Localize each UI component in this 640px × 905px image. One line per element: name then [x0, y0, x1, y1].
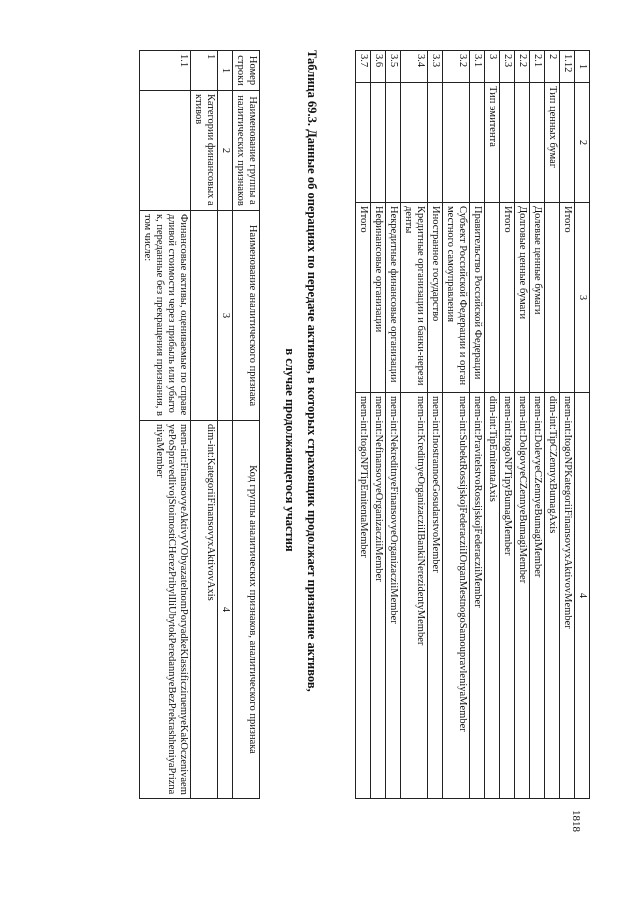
code-cell: mem-int:InostrannoeGosudarstvoMember: [428, 393, 443, 799]
table1-header-col3: 3: [575, 203, 590, 393]
row-number-cell: 2.3: [500, 51, 515, 83]
table-caption: [282, 50, 320, 850]
code-cell: mem-int:KreditnyeOrganizacziiIBankiNerezidentyMember: [401, 393, 428, 799]
table1-header-col1: 1: [575, 51, 590, 83]
row-number-cell: 3.1: [470, 51, 485, 83]
feature-name-cell: Итого: [560, 203, 575, 393]
feature-name-cell: Иностранное государство: [428, 203, 443, 393]
code-cell: mem-int:PravitelstvoRossijskojFederacziiMember: [470, 393, 485, 799]
table2-colnum-4: 4: [218, 421, 233, 799]
row-number-cell: 1: [191, 51, 218, 91]
row-number-cell: 3.3: [428, 51, 443, 83]
code-cell: dim-int:TipCZennyxBumagAxis: [545, 393, 560, 799]
group-name-cell: [560, 83, 575, 203]
group-name-cell: [530, 83, 545, 203]
table-row: [428, 51, 443, 799]
table-row: [560, 51, 575, 799]
group-name-cell: [401, 83, 428, 203]
table2-header-feature-name: Наименование аналитического признака: [233, 211, 260, 421]
code-cell: mem-int:NefinansovyeOrganizacziiMember: [371, 393, 386, 799]
table2-header-code: Код группы аналитических признаков, аналитического признака: [233, 421, 260, 799]
table2-header-number: Номер строки: [233, 51, 260, 91]
table-row: [371, 51, 386, 799]
code-cell: mem-int:NekreditnyeFinansovyeOrganizacziiMember: [386, 393, 401, 799]
feature-name-cell: [545, 203, 560, 393]
feature-name-cell: Долевые ценные бумаги: [530, 203, 545, 393]
table1-header-col2: 2: [575, 83, 590, 203]
row-number-cell: 2.2: [515, 51, 530, 83]
feature-name-cell: Финансовые активы, оцениваемые по справедливой стоимости через прибыль или убыток, переданные без прекращения признания, в том числе:: [140, 211, 191, 421]
code-cell: mem-int:DolevyeCZennyeBumagiMember: [530, 393, 545, 799]
table-row: [485, 51, 500, 799]
table2-header-group-name: Наименование группы аналитических признаков: [233, 91, 260, 211]
feature-name-cell: Итого: [356, 203, 371, 393]
table-row: [356, 51, 371, 799]
group-name-cell: Тип эмитента: [485, 83, 500, 203]
group-name-cell: [371, 83, 386, 203]
group-name-cell: [470, 83, 485, 203]
table-row: [443, 51, 470, 799]
table-row: [191, 51, 218, 799]
table-row: [386, 51, 401, 799]
code-cell: mem-int:FinansovyeAktivyVObyazatelnomPoryadkeKlassificziruemyeKakOczenivaemyePoSpravedlivojStoimostiCHerezPribylIliUbytokPeredannyeBezPrekrashheniyaPriznaniyaMember: [140, 421, 191, 799]
code-cell: mem-int:ItogoNPTipyBumagMember: [500, 393, 515, 799]
table-row: [470, 51, 485, 799]
row-number-cell: 3.7: [356, 51, 371, 83]
feature-name-cell: Некредитные финансовые организации: [386, 203, 401, 393]
group-name-cell: [386, 83, 401, 203]
rotated-content: [100, 50, 590, 860]
group-name-cell: Тип ценных бумаг: [545, 83, 560, 203]
page-number: 1818: [570, 810, 582, 832]
caption-line1: Таблица 69.3. Данные об операциях по передаче активов, в которых страховщик продолжает признание активов,: [305, 50, 319, 692]
feature-name-cell: Правительство Российской Федерации: [470, 203, 485, 393]
table-row: [140, 51, 191, 799]
row-number-cell: 1.1: [140, 51, 191, 91]
row-number-cell: 1.12: [560, 51, 575, 83]
row-number-cell: 3.4: [401, 51, 428, 83]
code-cell: mem-int:DolgovyeCZennyeBumagiMember: [515, 393, 530, 799]
row-number-cell: 3.6: [371, 51, 386, 83]
group-name-cell: [356, 83, 371, 203]
code-cell: dim-int:KategoriiFinansovyxAktivovAxis: [191, 421, 218, 799]
row-number-cell: 2.1: [530, 51, 545, 83]
table1-header-col4: 4: [575, 393, 590, 799]
row-number-cell: 3.5: [386, 51, 401, 83]
row-number-cell: 2: [545, 51, 560, 83]
group-name-cell: [428, 83, 443, 203]
feature-name-cell: [191, 211, 218, 421]
table2-body: [140, 51, 218, 799]
code-cell: mem-int:ItogoNPTipEmitentaMember: [356, 393, 371, 799]
feature-name-cell: Кредитные организации и банки-нерезиденты: [401, 203, 428, 393]
caption-line2: в случае продолжающегося участия: [283, 348, 297, 552]
code-cell: dim-int:TipEmitentaAxis: [485, 393, 500, 799]
group-name-cell: [443, 83, 470, 203]
transfer-operations-table: [139, 50, 260, 799]
table1-body: [356, 51, 575, 799]
feature-name-cell: Субъект Российской Федерации и орган местного самоуправления: [443, 203, 470, 393]
code-cell: mem-int:ItogoNPKategoriiFinansovyxAktivovMember: [560, 393, 575, 799]
table2-colnum-2: 2: [218, 91, 233, 211]
table2-colnum-3: 3: [218, 211, 233, 421]
table1-header-row: [575, 51, 590, 799]
table-row: [401, 51, 428, 799]
group-name-cell: [500, 83, 515, 203]
feature-name-cell: Долговые ценные бумаги: [515, 203, 530, 393]
table-row: [515, 51, 530, 799]
feature-name-cell: Итого: [500, 203, 515, 393]
table2-header-row: [233, 51, 260, 799]
feature-name-cell: Нефинансовые организации: [371, 203, 386, 393]
table-row: [530, 51, 545, 799]
table2-colnum-1: 1: [218, 51, 233, 91]
feature-name-cell: [485, 203, 500, 393]
analytics-table-continued: [355, 50, 590, 799]
table2-number-row: [218, 51, 233, 799]
group-name-cell: [515, 83, 530, 203]
table-row: [500, 51, 515, 799]
code-cell: mem-int:SubektRossijskojFederacziiIOrganMestnogoSamoupravleniyaMember: [443, 393, 470, 799]
table-row: [545, 51, 560, 799]
row-number-cell: 3: [485, 51, 500, 83]
row-number-cell: 3.2: [443, 51, 470, 83]
group-name-cell: [140, 91, 191, 211]
group-name-cell: Категории финансовых активов: [191, 91, 218, 211]
